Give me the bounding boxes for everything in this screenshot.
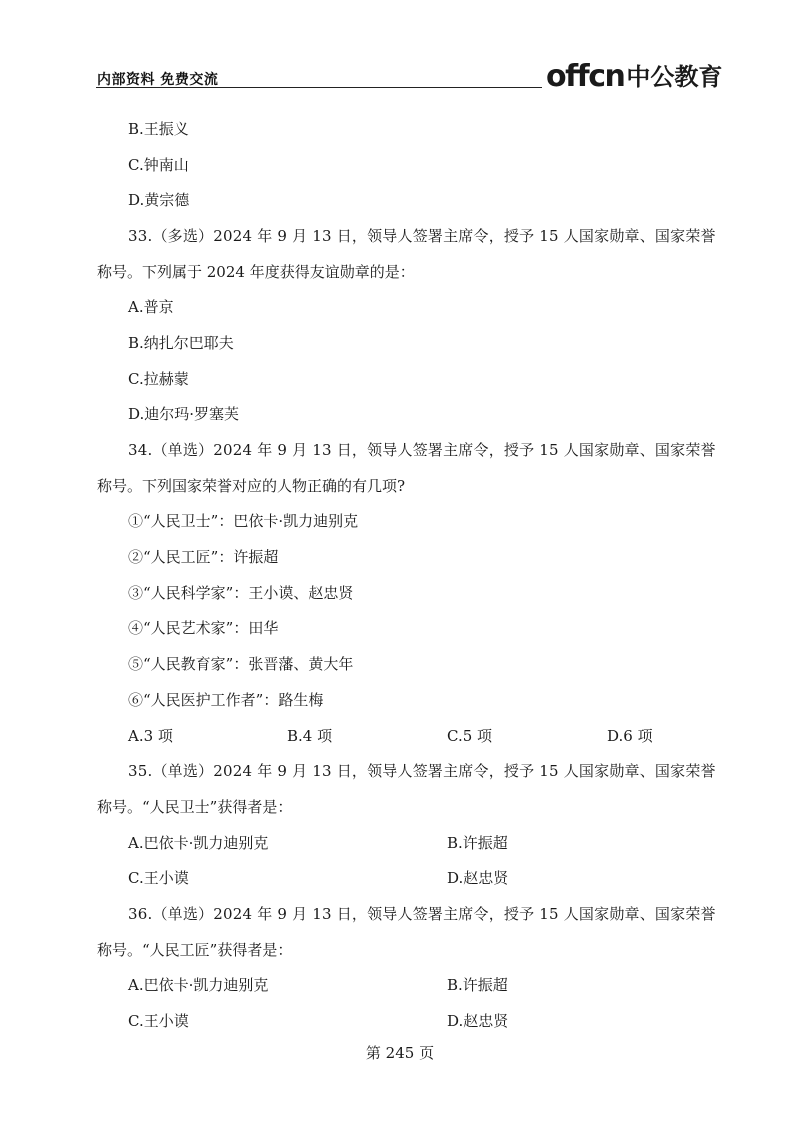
q34-option-a: A.3 项 bbox=[128, 727, 173, 745]
question-34-stem: 34.（单选）2024 年 9 月 13 日，领导人签署主席令，授予 15 人国家勋章、国家荣誉 bbox=[128, 441, 716, 459]
q34-item-2: ②“人民工匠”：许振超 bbox=[128, 548, 279, 566]
question-35-stem: 35.（单选）2024 年 9 月 13 日，领导人签署主席令，授予 15 人国家勋章、国家荣誉 bbox=[128, 762, 716, 780]
q34-item-5: ⑤“人民教育家”：张晋藩、黄大年 bbox=[128, 655, 354, 673]
header-rule bbox=[96, 87, 542, 88]
q36-option-b: B.许振超 bbox=[447, 976, 508, 994]
header-label: 内部资料 免费交流 bbox=[97, 72, 219, 88]
q34-option-c: C.5 项 bbox=[447, 727, 493, 745]
logo-chinese-text: 中公教育 bbox=[626, 63, 723, 91]
q35-option-d: D.赵忠贤 bbox=[447, 869, 509, 887]
q34-item-1: ①“人民卫士”：巴依卡·凯力迪别克 bbox=[128, 512, 359, 530]
q34-option-d: D.6 项 bbox=[607, 727, 653, 745]
question-34-stem-cont: 称号。下列国家荣誉对应的人物正确的有几项? bbox=[97, 477, 406, 495]
q33-option-d: D.迪尔玛·罗塞芙 bbox=[128, 405, 240, 423]
page-number: 第 245 页 bbox=[365, 1044, 435, 1062]
option-d: D.黄宗德 bbox=[128, 191, 190, 209]
question-33-stem-cont: 称号。下列属于 2024 年度获得友谊勋章的是： bbox=[97, 263, 415, 281]
logo-latin-text: offcn bbox=[546, 59, 625, 94]
question-33-stem: 33.（多选）2024 年 9 月 13 日，领导人签署主席令，授予 15 人国家勋章、国家荣誉 bbox=[128, 227, 716, 245]
option-c: C.钟南山 bbox=[128, 156, 189, 174]
q34-item-4: ④“人民艺术家”：田华 bbox=[128, 619, 279, 637]
option-b: B.王振义 bbox=[128, 120, 189, 138]
q34-option-b: B.4 项 bbox=[287, 727, 333, 745]
q36-option-a: A.巴依卡·凯力迪别克 bbox=[128, 976, 269, 994]
question-35-stem-cont: 称号。“人民卫士”获得者是： bbox=[97, 798, 293, 816]
offcn-logo bbox=[546, 60, 722, 94]
q34-item-3: ③“人民科学家”：王小谟、赵忠贤 bbox=[128, 584, 354, 602]
question-36-stem: 36.（单选）2024 年 9 月 13 日，领导人签署主席令，授予 15 人国家勋章、国家荣誉 bbox=[128, 905, 716, 923]
q33-option-a: A.普京 bbox=[128, 298, 174, 316]
q33-option-c: C.拉赫蒙 bbox=[128, 370, 189, 388]
q35-option-b: B.许振超 bbox=[447, 834, 508, 852]
question-36-stem-cont: 称号。“人民工匠”获得者是： bbox=[97, 941, 293, 959]
q34-item-6: ⑥“人民医护工作者”：路生梅 bbox=[128, 691, 324, 709]
q35-option-a: A.巴依卡·凯力迪别克 bbox=[128, 834, 269, 852]
q36-option-c: C.王小谟 bbox=[128, 1012, 189, 1030]
q35-option-c: C.王小谟 bbox=[128, 869, 189, 887]
q36-option-d: D.赵忠贤 bbox=[447, 1012, 509, 1030]
q33-option-b: B.纳扎尔巴耶夫 bbox=[128, 334, 234, 352]
